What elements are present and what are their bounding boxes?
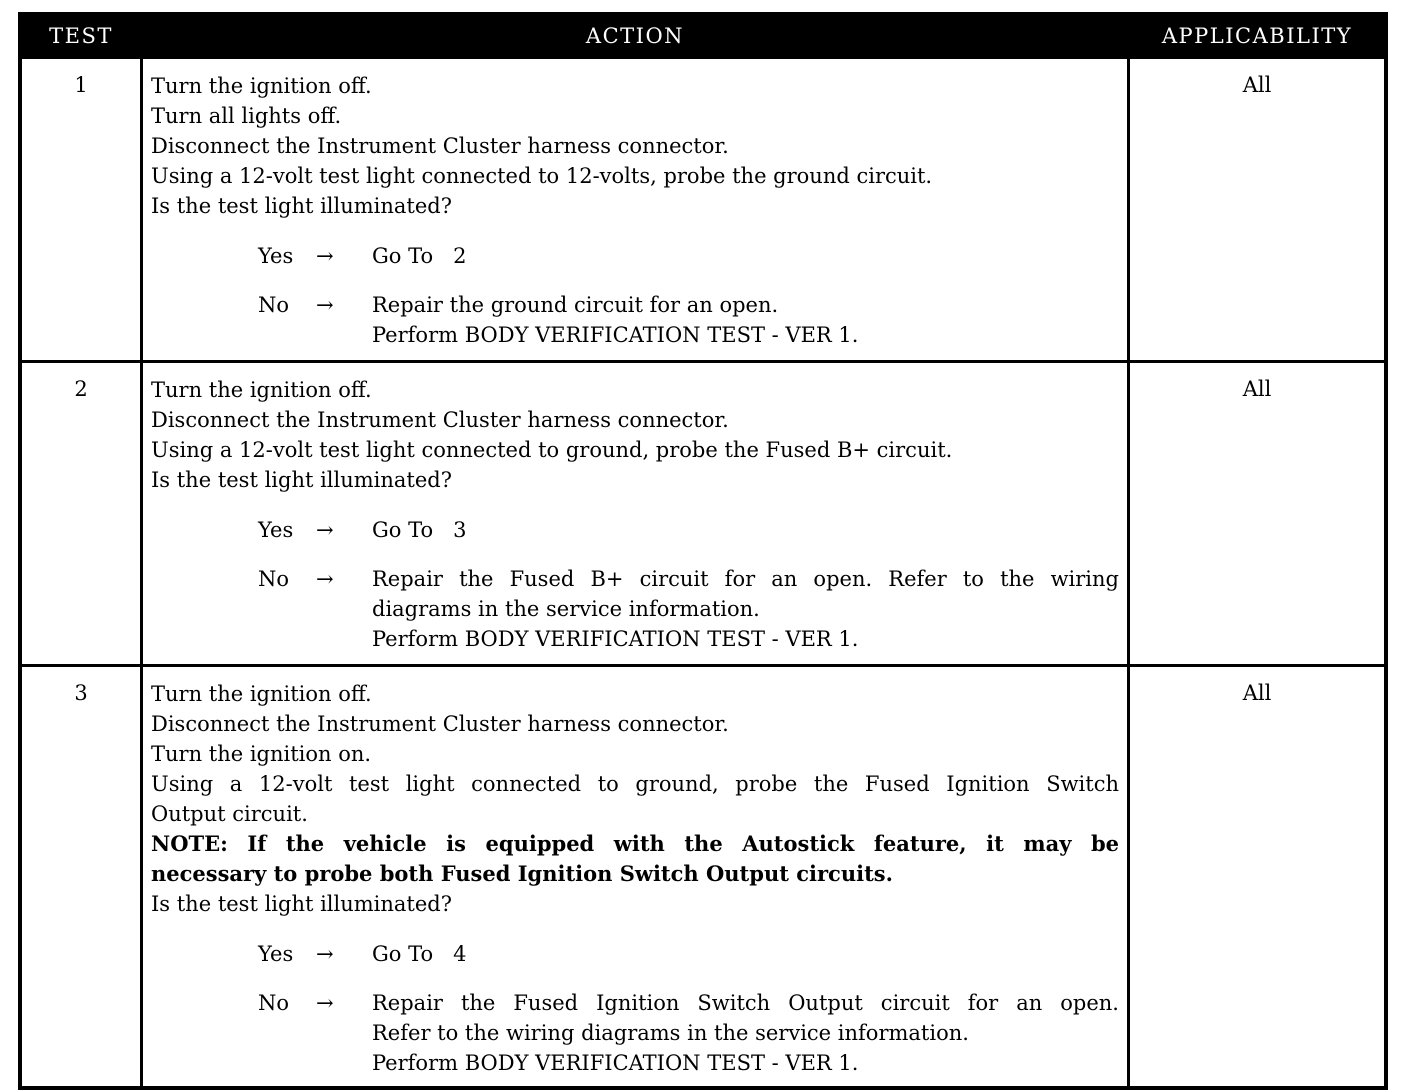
yes-result: Go To 2 xyxy=(372,244,467,268)
no-result-line: Repair the ground circuit for an open. xyxy=(372,293,779,317)
arrow-icon: → xyxy=(316,991,334,1015)
no-result-line: Repair the Fused B+ circuit for an open. Refer to the wiring xyxy=(372,567,1119,591)
test-number: 1 xyxy=(74,73,88,97)
action-step: Disconnect the Instrument Cluster harness connector. xyxy=(151,712,729,736)
no-label: No xyxy=(258,567,290,591)
yes-outcome xyxy=(258,939,1119,969)
question: Is the test light illuminated? xyxy=(151,892,453,916)
yes-label: Yes xyxy=(258,942,294,966)
applicability-cell: All xyxy=(1242,681,1272,705)
action-step: Disconnect the Instrument Cluster harness connector. xyxy=(151,408,729,432)
arrow-icon: → xyxy=(316,567,334,591)
action-cell xyxy=(140,59,1130,360)
header-test: TEST xyxy=(49,24,113,48)
diagnostic-test-table xyxy=(18,12,1388,1090)
action-step: Turn the ignition off. xyxy=(151,74,372,98)
action-cell xyxy=(140,667,1130,1086)
no-result-line: diagrams in the service information. xyxy=(372,597,760,621)
no-label: No xyxy=(258,293,290,317)
no-outcome xyxy=(258,988,1119,1078)
note-text: necessary to probe both Fused Ignition Switch Output circuits. xyxy=(151,861,893,886)
question: Is the test light illuminated? xyxy=(151,468,453,492)
applicability-cell: All xyxy=(1242,377,1272,401)
action-step: Turn the ignition off. xyxy=(151,378,372,402)
table-row xyxy=(22,360,1384,664)
no-result-line: Perform BODY VERIFICATION TEST - VER 1. xyxy=(372,1051,859,1075)
arrow-icon: → xyxy=(316,244,334,268)
action-cell xyxy=(140,363,1130,664)
no-result xyxy=(372,988,1119,1078)
action-step: Turn the ignition on. xyxy=(151,742,372,766)
test-number: 3 xyxy=(74,681,88,705)
header-action: ACTION xyxy=(585,24,685,48)
note-text: NOTE: If the vehicle is equipped with the Autostick feature, it may be xyxy=(151,831,1119,856)
question: Is the test light illuminated? xyxy=(151,194,453,218)
yes-label: Yes xyxy=(258,518,294,542)
no-result xyxy=(372,290,1119,350)
no-result-line: Perform BODY VERIFICATION TEST - VER 1. xyxy=(372,627,859,651)
action-step: Disconnect the Instrument Cluster harness connector. xyxy=(151,134,729,158)
yes-result: Go To 3 xyxy=(372,518,467,542)
action-step: Using a 12-volt test light connected to ground, probe the Fused Ignition Switch xyxy=(151,772,1119,796)
no-label: No xyxy=(258,991,290,1015)
no-result-line: Perform BODY VERIFICATION TEST - VER 1. xyxy=(372,323,859,347)
action-step: Turn the ignition off. xyxy=(151,682,372,706)
arrow-icon: → xyxy=(316,518,334,542)
no-result-line: Repair the Fused Ignition Switch Output circuit for an open. xyxy=(372,991,1119,1015)
table-row xyxy=(22,664,1384,1086)
applicability-cell: All xyxy=(1242,73,1272,97)
no-result xyxy=(372,564,1119,654)
arrow-icon: → xyxy=(316,942,334,966)
action-step: Output circuit. xyxy=(151,802,308,826)
action-step: Turn all lights off. xyxy=(151,104,342,128)
arrow-icon: → xyxy=(316,293,334,317)
no-result-line: Refer to the wiring diagrams in the service information. xyxy=(372,1021,969,1045)
header-applicability: APPLICABILITY xyxy=(1161,24,1353,48)
yes-label: Yes xyxy=(258,244,294,268)
yes-outcome xyxy=(258,515,1119,545)
action-step: Using a 12-volt test light connected to ground, probe the Fused B+ circuit. xyxy=(151,438,953,462)
table-header xyxy=(22,16,1384,56)
yes-result: Go To 4 xyxy=(372,942,467,966)
table-row xyxy=(22,56,1384,360)
no-outcome xyxy=(258,290,1119,350)
yes-outcome xyxy=(258,241,1119,271)
no-outcome xyxy=(258,564,1119,654)
test-number: 2 xyxy=(74,377,88,401)
action-step: Using a 12-volt test light connected to 12-volts, probe the ground circuit. xyxy=(151,164,933,188)
